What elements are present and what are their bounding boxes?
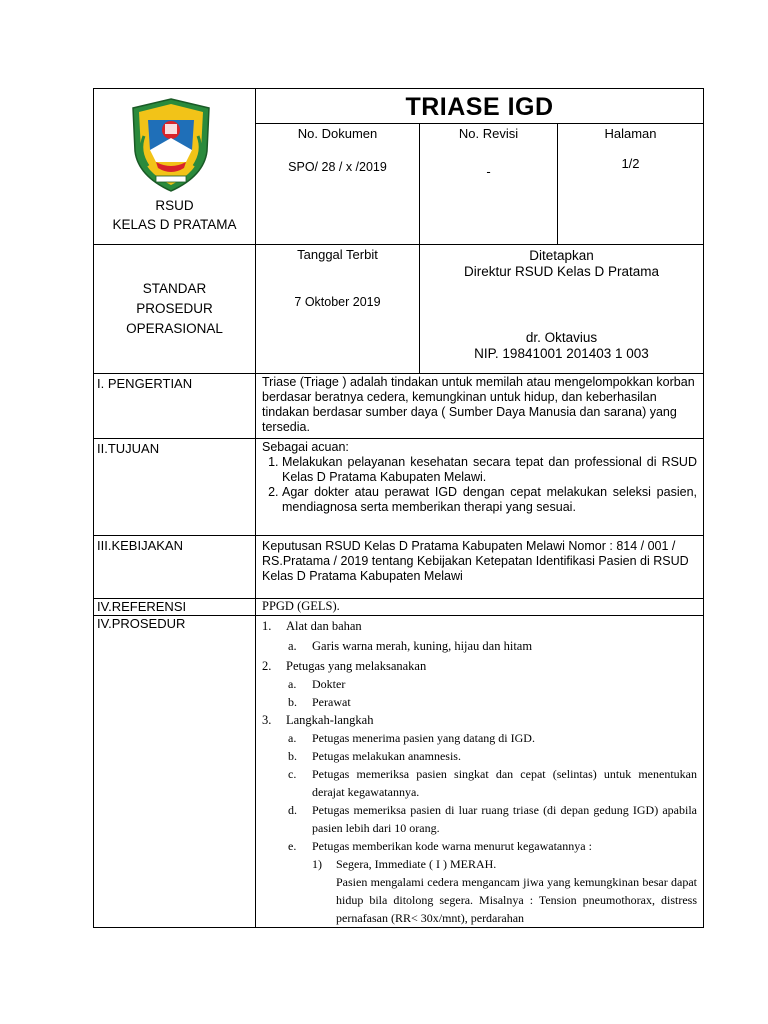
signer-name: dr. Oktavius bbox=[525, 330, 598, 345]
triage-level-description: Pasien mengalami cedera mengancam jiwa yang kemungkinan besar dapat hidup bila ditolong segera. Misalnya : Tension pneumothorax, distress pernafasan (RR< 30x/mnt), perdarahan bbox=[336, 875, 697, 925]
doc-number-value: SPO/ 28 / x /2019 bbox=[288, 160, 387, 174]
tujuan-item: 2. Agar dokter atau perawat IGD dengan cepat melakukan seleksi pasien, mendiagnosa serta memberikan therapi yang sesuai. bbox=[282, 485, 697, 515]
revision-value: - bbox=[486, 164, 491, 179]
pengertian-text: Triase (Triage ) adalah tindakan untuk memilah atau mengelompokkan korban berdasar beratnya cedera, kemungkinan untuk hidup, dan keberhasilan tindakan berdasar sumber daya ( Sumber Daya Manusia dan sarana) yang tersedia. bbox=[256, 374, 704, 439]
sop-line-1: STANDAR bbox=[142, 281, 207, 296]
sop-line-2: PROSEDUR bbox=[136, 301, 213, 316]
step-subitem: e. Petugas memberikan kode warna menurut kegawatannya : bbox=[288, 839, 592, 853]
prosedur-label: IV.PROSEDUR bbox=[94, 616, 256, 928]
spo-table bbox=[93, 88, 704, 928]
step-item: 2. Petugas yang melaksanakan bbox=[262, 659, 427, 673]
referensi-text: PPGD (GELS). bbox=[256, 599, 704, 616]
tujuan-body bbox=[256, 439, 704, 536]
approved-label: Ditetapkan bbox=[529, 248, 594, 263]
document-title: TRIASE IGD bbox=[405, 93, 554, 121]
issue-date-label: Tanggal Terbit bbox=[297, 247, 378, 262]
tujuan-row bbox=[94, 439, 704, 536]
page-value: 1/2 bbox=[621, 156, 640, 171]
step-subitem: d. Petugas memeriksa pasien di luar ruang triase (di depan gedung IGD) apabila pasien lebih dari 10 orang. bbox=[288, 803, 697, 835]
tujuan-intro: Sebagai acuan: bbox=[262, 440, 349, 454]
hospital-cell bbox=[94, 89, 256, 245]
step-subitem: b. Petugas melakukan anamnesis. bbox=[288, 749, 461, 763]
step-subitem: a. Petugas menerima pasien yang datang di IGD. bbox=[288, 731, 535, 745]
step-item: 3. Langkah-langkah bbox=[262, 713, 374, 727]
approval-column bbox=[420, 245, 703, 373]
pengertian-row bbox=[94, 374, 704, 439]
page-column bbox=[557, 124, 703, 244]
approved-by: Direktur RSUD Kelas D Pratama bbox=[463, 264, 660, 279]
doc-number-column bbox=[256, 124, 419, 244]
doc-number-label: No. Dokumen bbox=[297, 126, 378, 141]
signer-nip: NIP. 19841001 201403 1 003 bbox=[474, 346, 649, 361]
sop-label-cell bbox=[94, 245, 256, 374]
step-subitem: c. Petugas memeriksa pasien singkat dan cepat (selintas) untuk menentukan derajat kegawatannya. bbox=[288, 767, 697, 799]
document-meta bbox=[256, 123, 703, 244]
hospital-class: KELAS D PRATAMA bbox=[112, 217, 237, 232]
prosedur-row bbox=[94, 616, 704, 928]
step-subitem: a. Garis warna merah, kuning, hijau dan hitam bbox=[288, 639, 533, 653]
issue-date-value: 7 Oktober 2019 bbox=[294, 295, 381, 309]
regency-emblem-icon bbox=[126, 96, 216, 194]
revision-column bbox=[419, 124, 557, 244]
document-info-cell bbox=[256, 89, 704, 245]
triage-level: 1) Segera, Immediate ( I ) MERAH. bbox=[312, 857, 497, 871]
step-subitem: a. Dokter bbox=[288, 677, 346, 691]
referensi-row bbox=[94, 599, 704, 616]
page-label: Halaman bbox=[604, 126, 657, 141]
spo-document bbox=[93, 88, 703, 928]
kebijakan-row bbox=[94, 536, 704, 599]
tujuan-list bbox=[262, 455, 697, 515]
step-subitem: b. Perawat bbox=[288, 695, 351, 709]
referensi-label: IV.REFERENSI bbox=[94, 599, 256, 616]
tujuan-item: 1. Melakukan pelayanan kesehatan secara tepat dan professional di RSUD Kelas D Pratama Kabupaten Melawi. bbox=[282, 455, 697, 485]
pengertian-label: I. PENGERTIAN bbox=[94, 374, 256, 439]
issue-date-column bbox=[256, 245, 420, 373]
step-item: 1. Alat dan bahan bbox=[262, 619, 362, 633]
kebijakan-text: Keputusan RSUD Kelas D Pratama Kabupaten Melawi Nomor : 814 / 001 / RS.Pratama / 2019 tentang Kebijakan Ketepatan Identifikasi Pasien di RSUD Kelas D Pratama Kabupaten Melawi bbox=[256, 536, 704, 599]
sop-row bbox=[94, 245, 704, 374]
sop-approval-cell bbox=[256, 245, 704, 374]
revision-label: No. Revisi bbox=[458, 126, 519, 141]
hospital-name: RSUD bbox=[155, 198, 194, 213]
prosedur-body bbox=[256, 616, 704, 928]
header-row bbox=[94, 89, 704, 245]
kebijakan-label: III.KEBIJAKAN bbox=[94, 536, 256, 599]
tujuan-label: II.TUJUAN bbox=[94, 439, 256, 536]
sop-line-3: OPERASIONAL bbox=[126, 321, 223, 336]
